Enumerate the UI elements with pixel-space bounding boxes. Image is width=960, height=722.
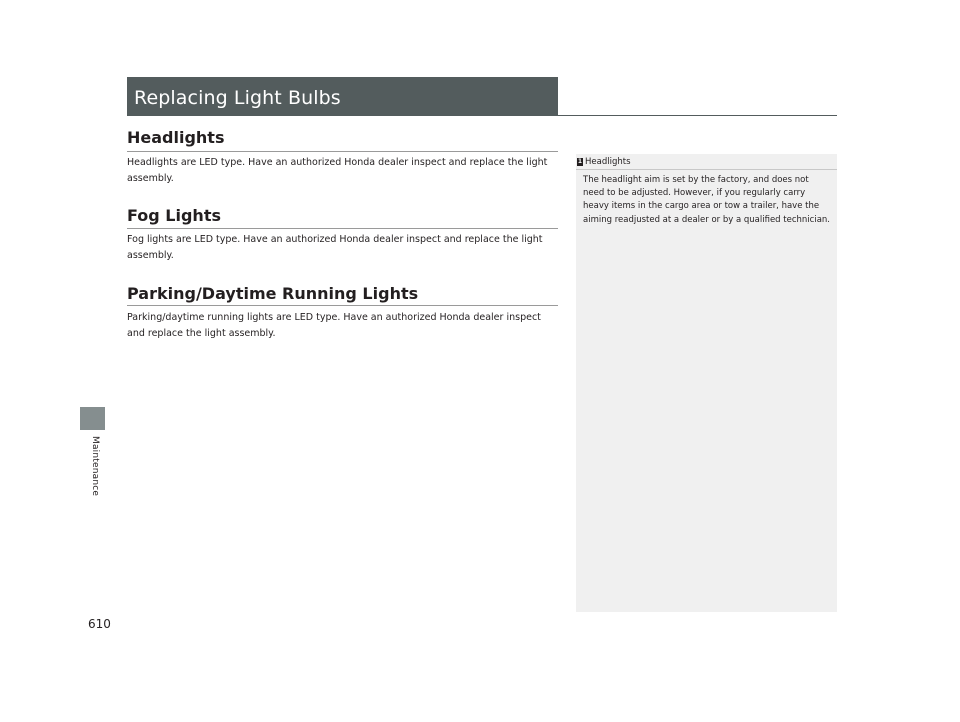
sidebar-note-heading: Headlights [585, 157, 631, 167]
heading-fog-lights: Fog Lights [127, 206, 221, 225]
heading-parking-daytime-running-lights: Parking/Daytime Running Lights [127, 284, 419, 303]
parking-lights-text: Parking/daytime running lights are LED type. Have an authorized Honda dealer inspect and replace the light assembly. [127, 312, 541, 339]
heading-divider [127, 228, 558, 229]
heading-divider [127, 305, 558, 306]
sidebar-note-text: The headlight aim is set by the factory, and does not need to be adjusted. However, if you regularly carry heavy items in the cargo area or tow a trailer, have the aiming readjusted at a dealer or by a qualified technician. [583, 175, 830, 225]
title-divider [558, 115, 837, 116]
sidebar-note-divider [576, 169, 837, 170]
page-title: Replacing Light Bulbs [134, 87, 341, 109]
page-number: 610 [88, 617, 111, 631]
fog-lights-text: Fog lights are LED type. Have an authorized Honda dealer inspect and replace the light assembly. [127, 234, 543, 261]
headlights-text: Headlights are LED type. Have an authorized Honda dealer inspect and replace the light assembly. [127, 157, 548, 184]
section-tab-marker [80, 407, 105, 430]
heading-headlights: Headlights [127, 128, 225, 147]
sidebar-note-title [577, 157, 631, 167]
section-tab-label: Maintenance [90, 436, 100, 497]
heading-divider [127, 151, 558, 152]
reference-number-icon: 1 [577, 158, 583, 165]
